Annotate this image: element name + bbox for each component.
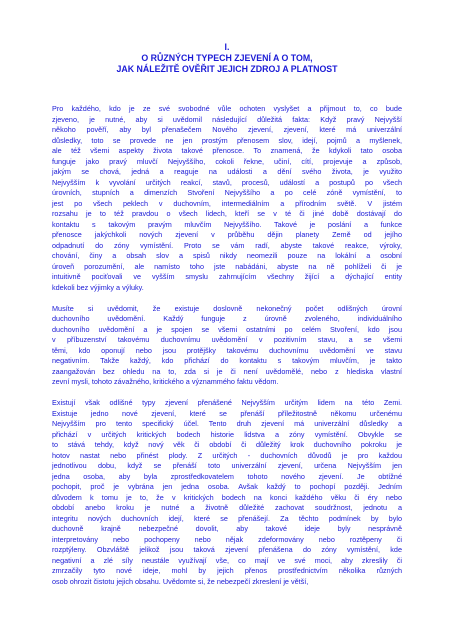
paragraph-line: intuitivně pociťovali ve vyšším smyslu zahrnujícím všechny žijící a dýchající entity [52, 272, 402, 281]
paragraph-line: duchovně krajně nebezpečné dovolit, aby takové ideje byly nesprávně [52, 524, 402, 533]
paragraph-line: úroveň porozumění, ale namísto toho jste nabádáni, abyste na ně pohlíželi či je [52, 261, 402, 271]
paragraph-line: rozsahu je to též pravdou o všech lidech, kteří se v té či jiné době dostávají do [52, 209, 402, 218]
paragraph-line: Nejvyšším pro tento specifický účel. Tento druh zjevení má univerzální důsledky a [52, 419, 402, 428]
paragraph-2 [52, 304, 402, 388]
paragraph-line: Musíte si uvědomit, že existuje doslovně nekonečný počet odlišných úrovní [52, 303, 402, 313]
paragraph-line: pochopit, proč je vybrána jen jedna osoba. Avšak každý to pochopí později. Jedním [52, 482, 402, 491]
paragraph-line: osob ohrozit čistotu jejich obsahu. Uvědomte si, že nebezpečí zkreslení je větší, [52, 576, 309, 586]
paragraph-line: někoho pověří, aby byl přenašečem Nového zjevení, zjevení, které má univerzální [52, 125, 402, 134]
paragraph-line: úrovních, stupních a dimenzích Stvoření Nejvyššího a po celé zóně vymístění, to [52, 188, 402, 197]
paragraph-line: přichází v určitých kritických bodech historie lidstva a zóny vymístění. Obvykle se [52, 429, 402, 439]
paragraph-line: duchovního uvědomění. Každý funguje z úrovně zvoleného, individuálního [52, 314, 402, 323]
paragraph-line: Pro každého, kdo je ze své svobodné vůle ochoten vyslyšet a přijmout to, co bude [52, 104, 402, 113]
paragraph-line: duchovního uvědomění a je spojen se všemi ostatními po celém Stvoření, kdo jsou [52, 324, 402, 334]
chapter-title-line-1: O RŮZNÝCH TYPECH ZJEVENÍ A O TOM, [141, 53, 313, 63]
paragraph-line: ale též všemi aspekty života takové přenosce. To znamená, že kdykoli tato osoba [52, 146, 402, 155]
paragraph-line: těmi, kdo oponují nebo jsou protějšky takovému duchovnímu uvědomění ve stavu [52, 345, 402, 355]
chapter-heading [52, 42, 402, 75]
paragraph-line: v příbuzenství takovému duchovnímu uvědomění v pozitivním stavu, a se všemi [52, 335, 402, 344]
paragraph-line: hotov nastat nebo přinést plody. Z určitých - duchovních důvodů je pro každou [52, 450, 402, 460]
paragraph-line: přenosce jakýchkoli nových zjevení v průběhu dějin planety Země od jejího [52, 230, 402, 239]
paragraph-line: zevní mysli, tohoto závažného, kritického a význammého faktu vědom. [52, 377, 279, 386]
paragraph-line: jakým se chová, jedná a reaguje na události a dění svého života, je využito [52, 167, 402, 176]
paragraph-line: negativní a zlé síly neustále využívají vše, co mají ve své moci, aby zkreslily či [52, 555, 402, 565]
paragraph-line: funguje jako pravý mluvčí Nejvyššího, cokoli řekne, učiní, cítí, projevuje a způsob, [52, 156, 402, 166]
paragraph-3 [52, 398, 402, 587]
paragraph-1 [52, 104, 402, 293]
paragraph-line: kdekoli bez výjimky a výluky. [52, 282, 144, 292]
paragraph-line: jest po všech peklech v duchovním, intermediálním a přírodním světě. V jistém [52, 198, 402, 208]
paragraph-line: rozptýleny. Obzvláště jelikož jsou taková zjevení přenášena do zóny vymístění, kde [52, 545, 402, 554]
paragraph-line: zaangažován bez ohledu na to, zda si je či není uvědomělé, nebo z hlediska vlastní [52, 366, 402, 376]
paragraph-line: chování, činy a obsah slov a spisů nikdy neomezili pouze na lokální a osobní [52, 251, 402, 260]
paragraph-line: důsledky, toto se provede ne jen prostým přenosem slov, idejí, pojmů a myšlenek, [52, 135, 402, 145]
paragraph-line: to stává tehdy, když nový věk či období či důležitý krok duchovního pokroku je [52, 440, 402, 449]
paragraph-line: zjeveno, je nutné, aby si uvědomil následující důležitá fakta: Když pravý Nejvyšší [52, 114, 402, 124]
chapter-title-line-2: JAK NÁLEŽITĚ OVĚŘIT JEJICH ZDROJ A PLATNOST [116, 64, 338, 74]
paragraph-line: důvodem k tomu je to, že v kritických bodech na konci každého věku či éry nebo [52, 492, 402, 502]
paragraph-line: negativním. Takže každý, kdo přichází do kontaktu s takovým mluvčím, je takto [52, 356, 402, 365]
chapter-number: I. [224, 42, 230, 52]
paragraph-line: integritu nových duchovních idejí, které se přenášejí. Za těchto podmínek by bylo [52, 513, 402, 523]
paragraph-line: jedna osoba, aby byla zprostředkovatelem tohoto nového zjevení. Je obtížné [52, 471, 402, 481]
paragraph-line: odpadnutí do zóny vymístění. Proto se vám radí, abyste takové reakce, výroky, [52, 240, 402, 250]
paragraph-line: zmrzačily tyto nové ideje, mohl by jejich přenos prostřednictvím několika různých [52, 566, 402, 575]
paragraph-line: Nejvyšším k vyvolání určitých reakcí, stavů, procesů, událostí a postupů po všech [52, 177, 402, 187]
paragraph-line: Existuje jedno nové zjevení, které se přenáší příležitostně někomu určenému [52, 408, 402, 418]
paragraph-line: kontaktu s takovým pravým mluvčím Nejvyššího. Takové je poslání a funkce [52, 219, 402, 229]
paragraph-line: období anebo kroku je nutné a životně důležité zachovat soudržnost, jednotu a [52, 503, 402, 512]
paragraph-line: jednotlivou dobu, když se přenáší toto univerzální zjevení, určena Nejvyšším jen [52, 461, 402, 470]
paragraph-line: Existují však odlišné typy zjevení přenášené Nejvyšším určitým lidem na této Zemi. [52, 398, 402, 407]
paragraph-line: interpretovány nebo pochopeny nebo nějak zdeformovány nebo roztěpeny či [52, 534, 402, 544]
